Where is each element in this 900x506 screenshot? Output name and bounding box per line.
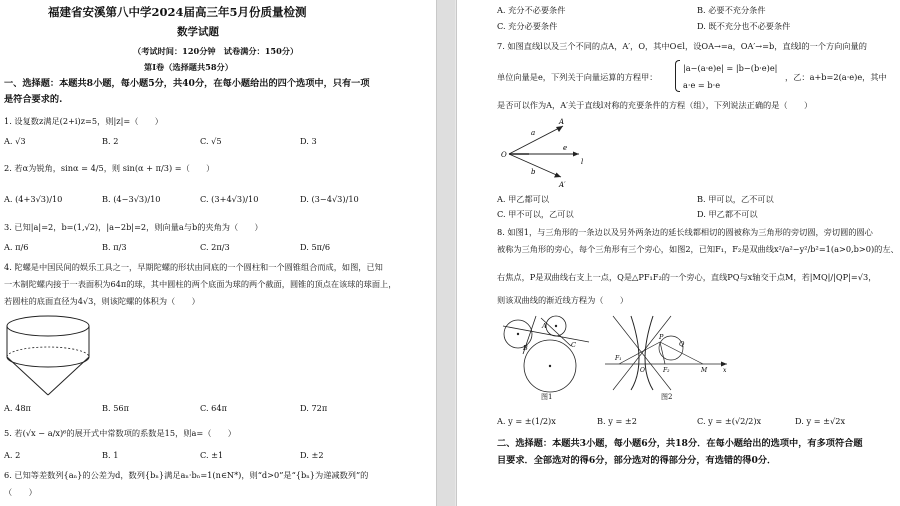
question-8-line-1: 8. 如图1，与三角形的一条边以及另外两条边的延长线都相切的圆被称为三角形的旁切圆，旁切圆的圆心 [497, 227, 873, 237]
hyperbola-figure-2 [603, 312, 731, 392]
section-2-heading: 二、选择题：本题共3小题，每小题6分，共18分．在每小题给出的选项中，有多项符合题 [497, 438, 863, 449]
page-gutter [437, 0, 455, 506]
fig8-2-label-p: P [659, 333, 664, 341]
question-4-line-1: 4. 陀螺是中国民间的娱乐工具之一，早期陀螺的形状由同底的一个圆柱和一个圆锥组合而成，如图，已知 [4, 262, 383, 272]
fig8-2-label-f2: F₂ [663, 367, 670, 374]
q2-option-a: A. (4+3√3)/10 [4, 194, 63, 204]
q3-option-c: C. 2π/3 [200, 242, 230, 252]
question-4-line-3: 若圆柱的底面直径为4√3，则该陀螺的体积为（ ） [4, 296, 200, 306]
question-8-line-2: 被称为三角形的旁心，每个三角形有三个旁心，如图2，已知F₁，F₂是双曲线x²/a²−y²/b²=1(a>0,b>0)的左、 [497, 244, 899, 254]
q6-option-a: A. 充分不必要条件 [497, 5, 566, 15]
q3-option-a: A. π/6 [4, 242, 29, 252]
equation-system-brace [675, 60, 680, 92]
excircle-figure-1 [501, 312, 593, 402]
q7-option-b: B. 甲可以，乙不可以 [697, 194, 774, 204]
q7-option-a: A. 甲乙都可以 [497, 194, 550, 204]
question-7-line-2b: ，乙：a+b=2(a·e)e，其中 [785, 72, 887, 82]
fig8-1-label-a: A [542, 322, 547, 330]
question-1: 1. 设复数z满足(2+i)z=5，则|z|=（ ） [4, 116, 163, 126]
question-4-line-2: 一木制陀螺内接于一表面积为64π的球，其中圆柱的两个底面为球的两个截面，圆锥的顶点在该球的球面上， [4, 279, 397, 289]
fig8-2-label-f1: F₁ [615, 355, 622, 362]
question-2: 2. 若α为锐角，sinα = 4/5，则 sin(α + π/3) =（ ） [4, 163, 215, 173]
fig8-1-label-c: C [571, 341, 576, 349]
question-7-line-1: 7. 如图直线l以及三个不同的点A，A′，O，其中O∈l，设OA→=a，OA′→=b，直线l的一个方向向量的 [497, 41, 867, 51]
q2-option-b: B. (4−3√3)/10 [102, 194, 161, 204]
q4-option-d: D. 72π [300, 403, 328, 413]
exam-title: 福建省安溪第八中学2024届高三年5月份质量检测 [48, 5, 307, 19]
q1-option-a: A. √3 [4, 136, 26, 146]
q1-option-b: B. 2 [102, 136, 119, 146]
question-6: 6. 已知等差数列{aₙ}的公差为d，数列{bₙ}满足aₙ·bₙ=1(n∈N*)，则“d>0”是“{bₙ}为递减数列”的 [4, 470, 369, 480]
subject-title: 数学试题 [177, 26, 219, 38]
question-7-line-2: 单位向量是e，下列关于向量运算的方程甲： [497, 72, 658, 82]
fig7-label-vector-b: b [531, 168, 536, 176]
q4-option-c: C. 64π [200, 403, 227, 413]
fig8-2-label-m: M [701, 367, 708, 374]
document-page-left [0, 0, 437, 506]
q4-option-b: B. 56π [102, 403, 130, 413]
section-2-heading-cont: 目要求．全部选对的得6分，部分选对的得部分分，有选错的得0分． [497, 455, 777, 466]
figure-2-caption: 图2 [661, 393, 673, 401]
fig7-label-a-point: A [559, 118, 565, 126]
q7-system-eq-1: |a−(a·e)e| = |b−(b·e)e| [683, 63, 778, 73]
fig7-label-o: O [501, 151, 507, 159]
q6-option-d: D. 既不充分也不必要条件 [697, 21, 791, 31]
q8-option-a: A. y = ±(1/2)x [497, 416, 556, 426]
q4-option-a: A. 48π [4, 403, 31, 413]
q3-option-b: B. π/3 [102, 242, 127, 252]
q5-option-c: C. ±1 [200, 450, 224, 460]
fig7-label-a-prime: A′ [559, 181, 566, 189]
fig7-label-vector-a: a [531, 129, 536, 137]
question-3: 3. 已知|a|=2，b=(1,√2)，|a−2b|=2，则向量a与b的夹角为（ ） [4, 222, 263, 232]
question-7-line-3: 是否可以作为A，A′关于直线l对称的充要条件的方程（组），下列说法正确的是（ ） [497, 100, 813, 110]
fig8-2-label-o: O [640, 367, 645, 374]
fig7-label-l: l [581, 158, 584, 166]
question-8-line-3: 右焦点，P是双曲线右支上一点，Q是△PF₁F₂的一个旁心，直线PQ与x轴交于点M，若|MQ|/|QP|=√3， [497, 272, 877, 282]
q2-option-c: C. (3+4√3)/10 [200, 194, 259, 204]
q5-option-a: A. 2 [4, 450, 21, 460]
fig8-1-label-b: B [523, 344, 528, 352]
q2-option-d: D. (3−4√3)/10 [300, 194, 359, 204]
q6-option-b: B. 必要不充分条件 [697, 5, 766, 15]
q8-option-c: C. y = ±(√2/2)x [697, 416, 762, 426]
section-1-heading: 一、选择题：本题共8小题，每小题5分，共40分，在每小题给出的四个选项中，只有一项 [4, 78, 370, 89]
q5-option-b: B. 1 [102, 450, 119, 460]
question-5: 5. 若(√x − a/x)⁶的展开式中常数项的系数是15，则a=（ ） [4, 428, 236, 438]
q6-option-c: C. 充分必要条件 [497, 21, 558, 31]
exam-info: （考试时间：120分钟 试卷满分：150分） [133, 46, 299, 56]
spinning-top-figure [3, 313, 95, 401]
q3-option-d: D. 5π/6 [300, 242, 331, 252]
fig7-label-e: e [563, 144, 568, 152]
question-8-line-4: 则该双曲线的渐近线方程为（ ） [497, 295, 629, 305]
volume-heading: 第Ⅰ卷（选择题共58分） [144, 62, 233, 72]
document-page-right [456, 0, 900, 506]
figure-1-caption: 图1 [541, 393, 553, 401]
q7-option-d: D. 甲乙都不可以 [697, 209, 758, 219]
q5-option-d: D. ±2 [300, 450, 324, 460]
fig8-2-label-q: Q [679, 340, 685, 348]
q1-option-c: C. √5 [200, 136, 222, 146]
q7-option-c: C. 甲不可以，乙可以 [497, 209, 574, 219]
question-6-end: （ ） [4, 487, 37, 497]
q8-option-b: B. y = ±2 [597, 416, 637, 426]
q7-system-eq-2: a·e = b·e [683, 80, 721, 90]
vector-figure-q7 [497, 114, 637, 192]
fig8-2-label-x: x [723, 367, 727, 374]
section-1-heading-cont: 是符合要求的. [4, 94, 63, 105]
q1-option-d: D. 3 [300, 136, 317, 146]
q8-option-d: D. y = ±√2x [795, 416, 846, 426]
